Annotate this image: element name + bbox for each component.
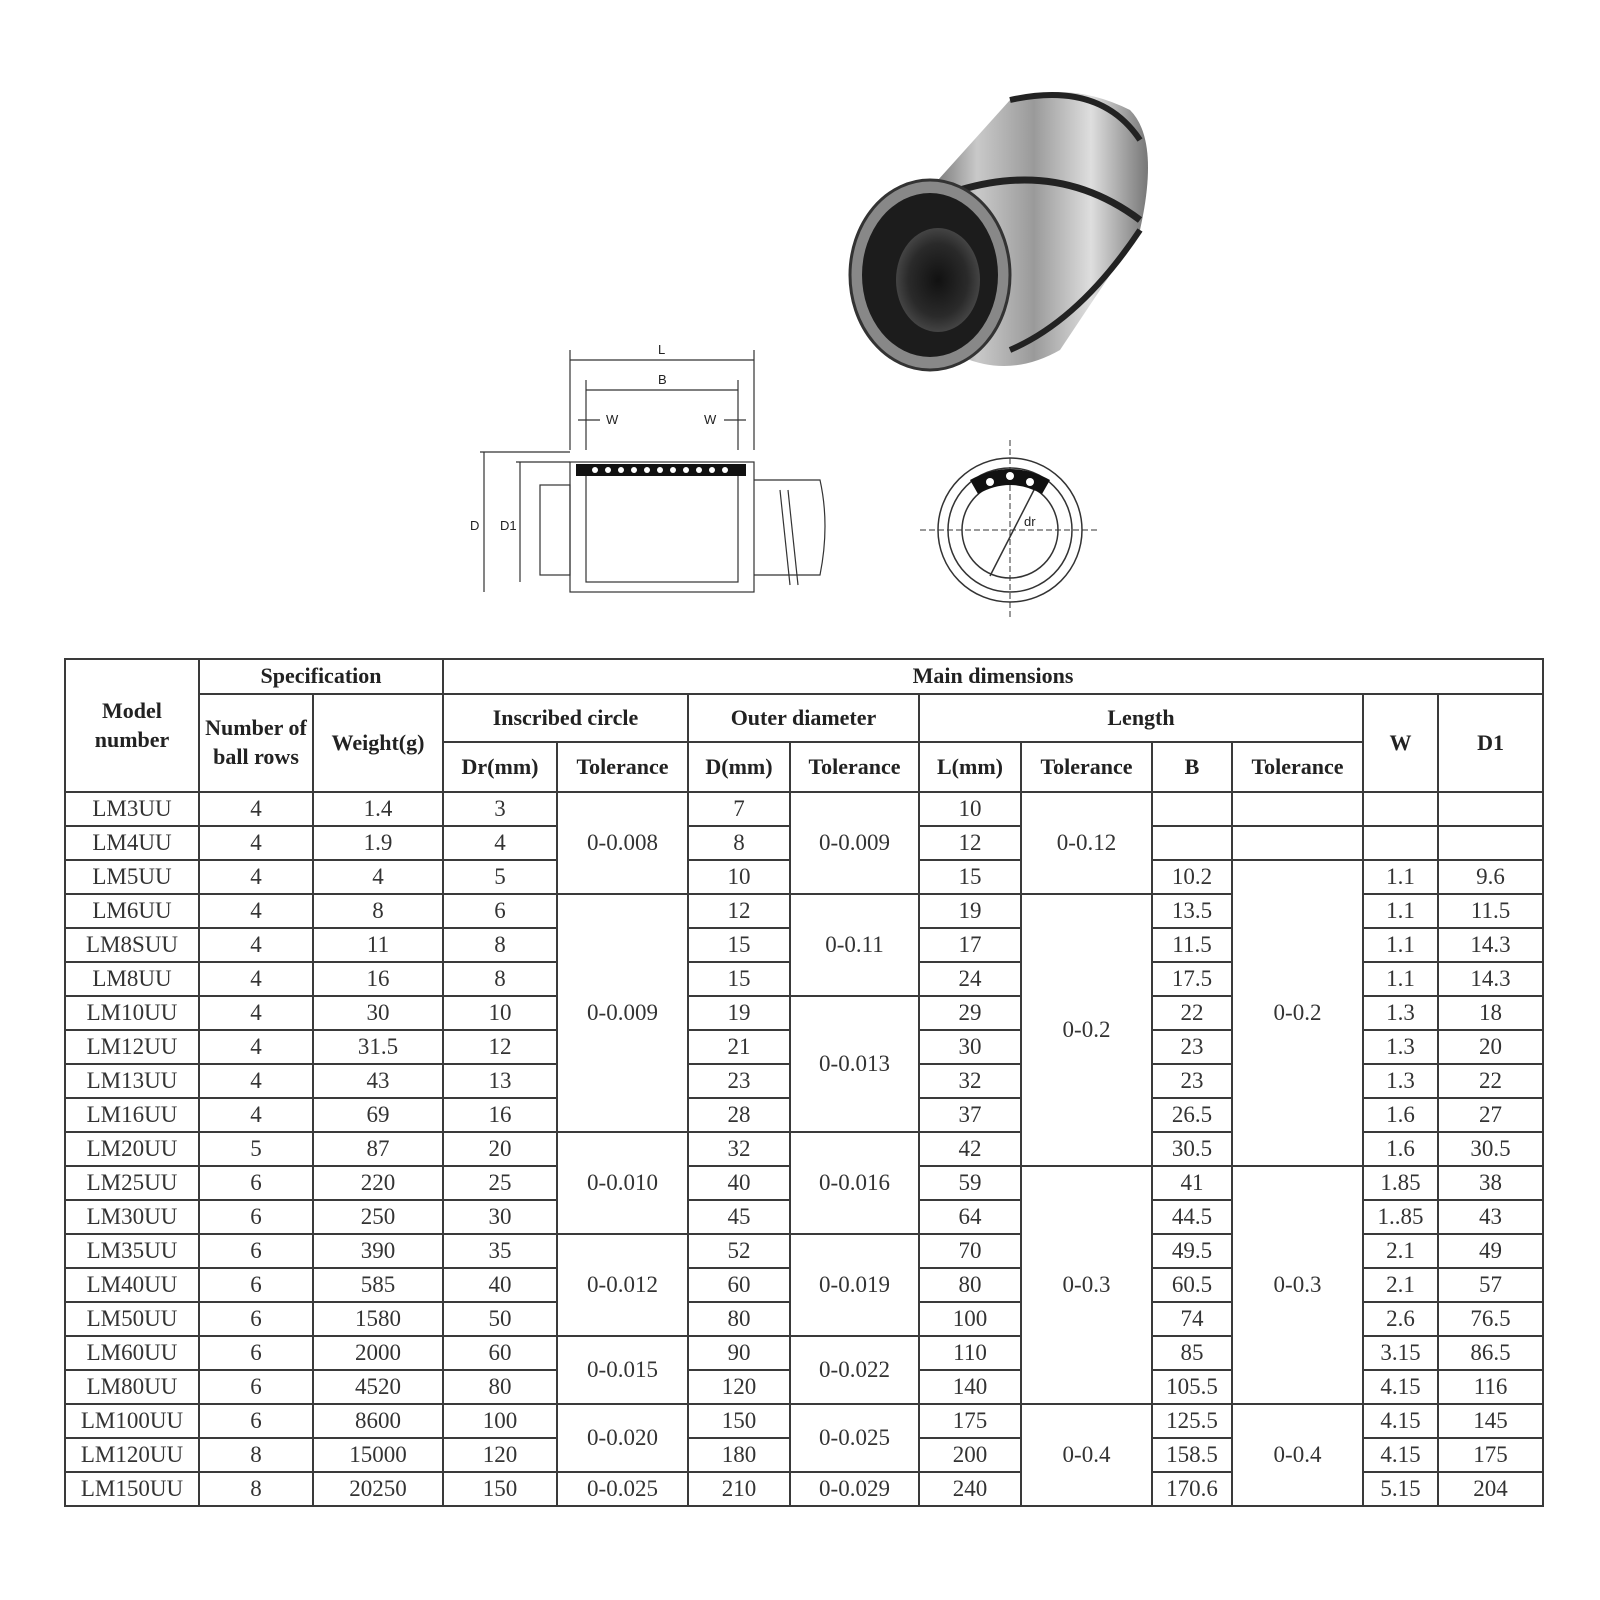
w-cell: 1..85 [1363,1200,1438,1234]
d-cell: 8 [688,826,790,860]
ball-rows-cell: 4 [199,1098,313,1132]
label-b: B [658,372,667,387]
d1-cell: 204 [1438,1472,1543,1506]
tolerance-dr-cell: 0-0.025 [557,1472,688,1506]
dr-cell: 35 [443,1234,557,1268]
header-ball-rows: Number of ball rows [199,694,313,792]
w-cell [1363,826,1438,860]
d1-cell: 27 [1438,1098,1543,1132]
b-cell: 11.5 [1152,928,1232,962]
model-number-cell: LM100UU [65,1404,199,1438]
model-number-cell: LM50UU [65,1302,199,1336]
tolerance-d-cell: 0-0.022 [790,1336,919,1404]
model-number-cell: LM16UU [65,1098,199,1132]
dr-cell: 5 [443,860,557,894]
ball-rows-cell: 4 [199,1030,313,1064]
header-w: W [1363,694,1438,792]
end-view-diagram [920,440,1100,620]
spec-table-body [65,792,1543,1506]
tolerance-d-cell: 0-0.029 [790,1472,919,1506]
tolerance-b-cell [1232,792,1363,826]
d1-cell: 57 [1438,1268,1543,1302]
d-cell: 19 [688,996,790,1030]
tolerance-dr-cell: 0-0.012 [557,1234,688,1336]
weight-cell: 30 [313,996,443,1030]
b-cell: 125.5 [1152,1404,1232,1438]
w-cell: 4.15 [1363,1438,1438,1472]
b-cell: 30.5 [1152,1132,1232,1166]
w-cell: 1.85 [1363,1166,1438,1200]
dr-cell: 13 [443,1064,557,1098]
header-b: B [1152,742,1232,792]
b-cell: 22 [1152,996,1232,1030]
tolerance-d-cell: 0-0.11 [790,894,919,996]
w-cell: 1.1 [1363,860,1438,894]
l-cell: 29 [919,996,1021,1030]
b-cell: 85 [1152,1336,1232,1370]
d-cell: 15 [688,962,790,996]
dr-cell: 8 [443,962,557,996]
model-number-cell: LM80UU [65,1370,199,1404]
header-model-number: Model number [65,659,199,792]
d1-cell: 116 [1438,1370,1543,1404]
model-number-cell: LM6UU [65,894,199,928]
weight-cell: 4 [313,860,443,894]
ball-rows-cell: 8 [199,1438,313,1472]
dr-cell: 25 [443,1166,557,1200]
dr-cell: 6 [443,894,557,928]
d-cell: 150 [688,1404,790,1438]
w-cell: 4.15 [1363,1404,1438,1438]
w-cell: 1.6 [1363,1098,1438,1132]
l-cell: 19 [919,894,1021,928]
ball-rows-cell: 6 [199,1200,313,1234]
d1-cell: 86.5 [1438,1336,1543,1370]
d-cell: 60 [688,1268,790,1302]
table-row [65,792,1543,826]
model-number-cell: LM8SUU [65,928,199,962]
model-number-cell: LM4UU [65,826,199,860]
d-cell: 15 [688,928,790,962]
side-section-diagram [470,340,870,620]
b-cell: 44.5 [1152,1200,1232,1234]
d-cell: 52 [688,1234,790,1268]
dr-cell: 30 [443,1200,557,1234]
ball-rows-cell: 8 [199,1472,313,1506]
l-cell: 12 [919,826,1021,860]
header-main-dimensions: Main dimensions [443,659,1543,694]
tolerance-b-cell: 0-0.3 [1232,1166,1363,1404]
d1-cell: 76.5 [1438,1302,1543,1336]
tolerance-d-cell: 0-0.025 [790,1404,919,1472]
b-cell [1152,792,1232,826]
weight-cell: 1.4 [313,792,443,826]
d-cell: 45 [688,1200,790,1234]
d-cell: 40 [688,1166,790,1200]
w-cell: 3.15 [1363,1336,1438,1370]
l-cell: 70 [919,1234,1021,1268]
ball-rows-cell: 4 [199,962,313,996]
dr-cell: 120 [443,1438,557,1472]
weight-cell: 87 [313,1132,443,1166]
tolerance-dr-cell: 0-0.020 [557,1404,688,1472]
weight-cell: 43 [313,1064,443,1098]
tolerance-l-cell: 0-0.4 [1021,1404,1152,1506]
b-cell: 170.6 [1152,1472,1232,1506]
ball-rows-cell: 4 [199,826,313,860]
ball-rows-cell: 4 [199,894,313,928]
model-number-cell: LM40UU [65,1268,199,1302]
linear-bearing-photo [840,80,1180,400]
header-weight: Weight(g) [313,694,443,792]
header-tolerance-dr: Tolerance [557,742,688,792]
ball-rows-cell: 6 [199,1404,313,1438]
d1-cell [1438,792,1543,826]
tolerance-l-cell: 0-0.12 [1021,792,1152,894]
l-cell: 140 [919,1370,1021,1404]
header-specification: Specification [199,659,443,694]
model-number-cell: LM120UU [65,1438,199,1472]
d-cell: 21 [688,1030,790,1064]
spec-table [64,658,1544,1507]
l-cell: 100 [919,1302,1021,1336]
b-cell: 60.5 [1152,1268,1232,1302]
tolerance-l-cell: 0-0.3 [1021,1166,1152,1404]
header-dr: Dr(mm) [443,742,557,792]
d1-cell: 20 [1438,1030,1543,1064]
b-cell: 158.5 [1152,1438,1232,1472]
model-number-cell: LM150UU [65,1472,199,1506]
dr-cell: 4 [443,826,557,860]
b-cell: 74 [1152,1302,1232,1336]
tolerance-d-cell: 0-0.016 [790,1132,919,1234]
model-number-cell: LM5UU [65,860,199,894]
weight-cell: 1580 [313,1302,443,1336]
label-l: L [658,342,666,357]
d1-cell: 175 [1438,1438,1543,1472]
ball-rows-cell: 6 [199,1302,313,1336]
w-cell: 5.15 [1363,1472,1438,1506]
d1-cell [1438,826,1543,860]
b-cell: 26.5 [1152,1098,1232,1132]
weight-cell: 2000 [313,1336,443,1370]
weight-cell: 8 [313,894,443,928]
w-cell: 1.3 [1363,996,1438,1030]
model-number-cell: LM10UU [65,996,199,1030]
b-cell: 17.5 [1152,962,1232,996]
l-cell: 200 [919,1438,1021,1472]
model-number-cell: LM13UU [65,1064,199,1098]
d1-cell: 38 [1438,1166,1543,1200]
ball-rows-cell: 4 [199,860,313,894]
l-cell: 110 [919,1336,1021,1370]
header-l: L(mm) [919,742,1021,792]
ball-rows-cell: 4 [199,1064,313,1098]
w-cell: 4.15 [1363,1370,1438,1404]
dr-cell: 100 [443,1404,557,1438]
weight-cell: 31.5 [313,1030,443,1064]
b-cell: 49.5 [1152,1234,1232,1268]
header-outer-diameter: Outer diameter [688,694,919,742]
d-cell: 210 [688,1472,790,1506]
tolerance-d-cell: 0-0.009 [790,792,919,894]
model-number-cell: LM3UU [65,792,199,826]
d1-cell: 22 [1438,1064,1543,1098]
ball-rows-cell: 6 [199,1370,313,1404]
model-number-cell: LM8UU [65,962,199,996]
l-cell: 24 [919,962,1021,996]
b-cell [1152,826,1232,860]
model-number-cell: LM25UU [65,1166,199,1200]
tolerance-dr-cell: 0-0.015 [557,1336,688,1404]
label-dr: dr [1024,514,1036,529]
w-cell: 1.3 [1363,1030,1438,1064]
d-cell: 28 [688,1098,790,1132]
model-number-cell: LM12UU [65,1030,199,1064]
header-length: Length [919,694,1363,742]
w-cell: 1.1 [1363,962,1438,996]
b-cell: 23 [1152,1030,1232,1064]
d-cell: 90 [688,1336,790,1370]
dr-cell: 150 [443,1472,557,1506]
w-cell: 1.1 [1363,894,1438,928]
d-cell: 180 [688,1438,790,1472]
d1-cell: 145 [1438,1404,1543,1438]
weight-cell: 220 [313,1166,443,1200]
d1-cell: 30.5 [1438,1132,1543,1166]
weight-cell: 390 [313,1234,443,1268]
ball-rows-cell: 6 [199,1268,313,1302]
w-cell: 2.6 [1363,1302,1438,1336]
table-row [65,1404,1543,1438]
l-cell: 30 [919,1030,1021,1064]
l-cell: 59 [919,1166,1021,1200]
header-tolerance-d: Tolerance [790,742,919,792]
dr-cell: 20 [443,1132,557,1166]
header-tolerance-l: Tolerance [1021,742,1152,792]
label-d: D [470,518,480,533]
model-number-cell: LM30UU [65,1200,199,1234]
weight-cell: 15000 [313,1438,443,1472]
dr-cell: 40 [443,1268,557,1302]
tolerance-b-cell: 0-0.2 [1232,860,1363,1166]
d1-cell: 14.3 [1438,928,1543,962]
d-cell: 32 [688,1132,790,1166]
header-inscribed-circle: Inscribed circle [443,694,688,742]
weight-cell: 11 [313,928,443,962]
d1-cell: 49 [1438,1234,1543,1268]
d-cell: 7 [688,792,790,826]
l-cell: 64 [919,1200,1021,1234]
dr-cell: 50 [443,1302,557,1336]
weight-cell: 69 [313,1098,443,1132]
l-cell: 240 [919,1472,1021,1506]
dr-cell: 12 [443,1030,557,1064]
l-cell: 80 [919,1268,1021,1302]
tolerance-b-cell: 0-0.4 [1232,1404,1363,1506]
l-cell: 37 [919,1098,1021,1132]
dr-cell: 8 [443,928,557,962]
w-cell: 1.1 [1363,928,1438,962]
label-w-left: W [606,412,619,427]
b-cell: 13.5 [1152,894,1232,928]
tolerance-dr-cell: 0-0.009 [557,894,688,1132]
ball-rows-cell: 4 [199,928,313,962]
w-cell: 2.1 [1363,1234,1438,1268]
header-d1: D1 [1438,694,1543,792]
tolerance-dr-cell: 0-0.008 [557,792,688,894]
d1-cell: 11.5 [1438,894,1543,928]
dr-cell: 60 [443,1336,557,1370]
w-cell: 2.1 [1363,1268,1438,1302]
ball-rows-cell: 6 [199,1234,313,1268]
l-cell: 42 [919,1132,1021,1166]
tolerance-dr-cell: 0-0.010 [557,1132,688,1234]
l-cell: 17 [919,928,1021,962]
l-cell: 10 [919,792,1021,826]
d-cell: 12 [688,894,790,928]
b-cell: 23 [1152,1064,1232,1098]
d1-cell: 14.3 [1438,962,1543,996]
tolerance-b-cell [1232,826,1363,860]
dr-cell: 3 [443,792,557,826]
d-cell: 10 [688,860,790,894]
d-cell: 80 [688,1302,790,1336]
model-number-cell: LM35UU [65,1234,199,1268]
weight-cell: 250 [313,1200,443,1234]
w-cell: 1.6 [1363,1132,1438,1166]
tolerance-l-cell: 0-0.2 [1021,894,1152,1166]
l-cell: 32 [919,1064,1021,1098]
ball-rows-cell: 4 [199,996,313,1030]
ball-rows-cell: 4 [199,792,313,826]
d1-cell: 9.6 [1438,860,1543,894]
dr-cell: 16 [443,1098,557,1132]
w-cell [1363,792,1438,826]
l-cell: 175 [919,1404,1021,1438]
label-w-right: W [704,412,717,427]
b-cell: 10.2 [1152,860,1232,894]
weight-cell: 8600 [313,1404,443,1438]
dr-cell: 10 [443,996,557,1030]
label-d1: D1 [500,518,517,533]
tolerance-d-cell: 0-0.013 [790,996,919,1132]
model-number-cell: LM60UU [65,1336,199,1370]
header-tolerance-b: Tolerance [1232,742,1363,792]
b-cell: 105.5 [1152,1370,1232,1404]
d-cell: 120 [688,1370,790,1404]
weight-cell: 4520 [313,1370,443,1404]
dr-cell: 80 [443,1370,557,1404]
w-cell: 1.3 [1363,1064,1438,1098]
weight-cell: 585 [313,1268,443,1302]
ball-rows-cell: 5 [199,1132,313,1166]
ball-rows-cell: 6 [199,1336,313,1370]
model-number-cell: LM20UU [65,1132,199,1166]
weight-cell: 1.9 [313,826,443,860]
ball-rows-cell: 6 [199,1166,313,1200]
weight-cell: 20250 [313,1472,443,1506]
b-cell: 41 [1152,1166,1232,1200]
d1-cell: 43 [1438,1200,1543,1234]
d1-cell: 18 [1438,996,1543,1030]
d-cell: 23 [688,1064,790,1098]
tolerance-d-cell: 0-0.019 [790,1234,919,1336]
header-d: D(mm) [688,742,790,792]
l-cell: 15 [919,860,1021,894]
weight-cell: 16 [313,962,443,996]
